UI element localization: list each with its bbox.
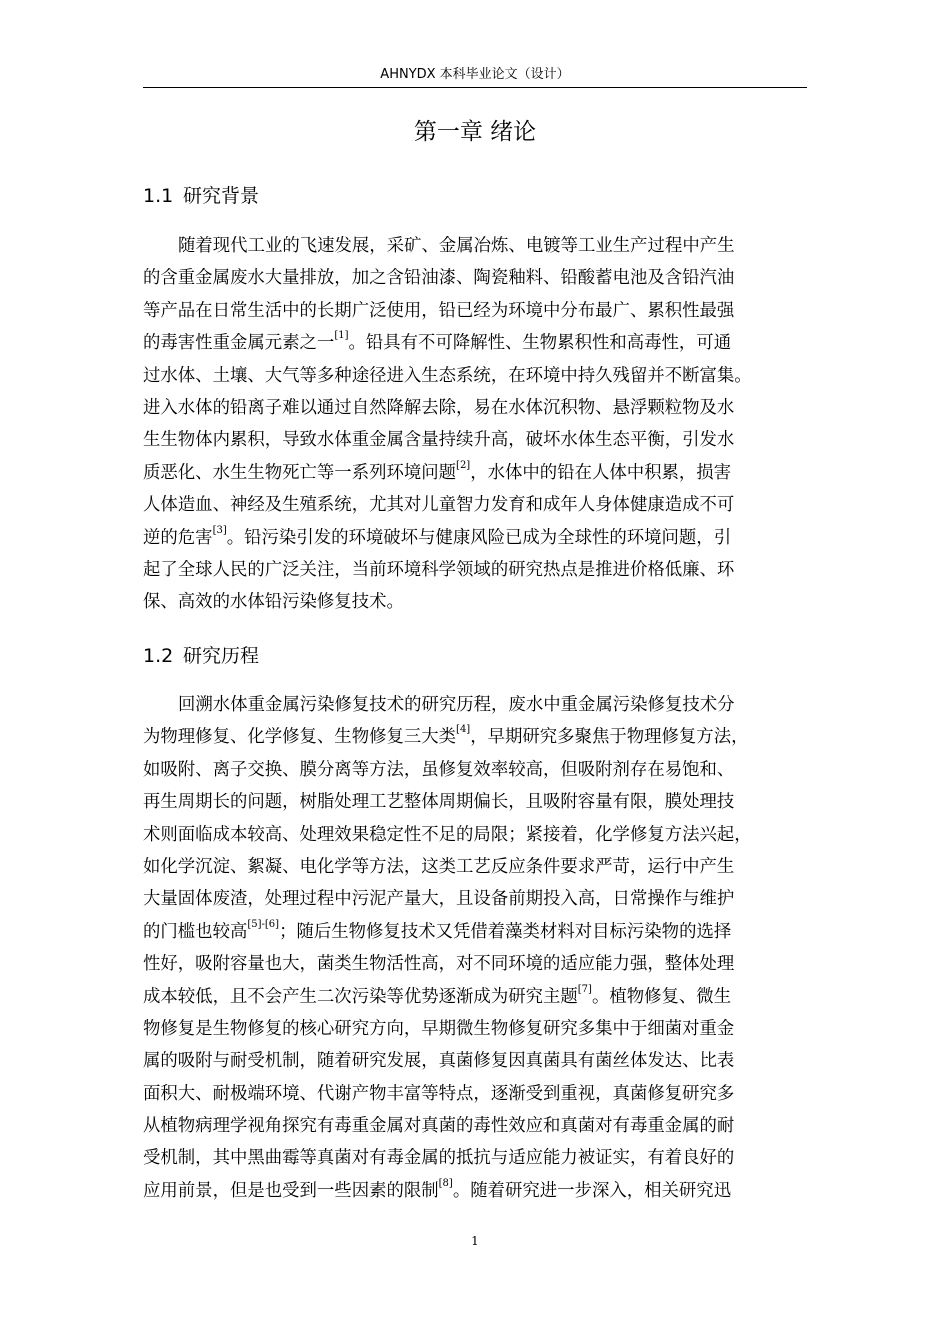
section-title: 研究背景	[183, 185, 260, 207]
text-run: ，水体中的铅在人体中积累，损害	[470, 462, 732, 483]
text-run: 的含重金属废水大量排放，加之含铅油漆、陶瓷釉料、铅酸蓄电池及含铅汽油	[143, 268, 735, 289]
paragraph-line	[143, 295, 807, 327]
text-run: ，早期研究多聚焦于物理修复方法，	[470, 727, 749, 748]
text-run: 性好，吸附容量也大，菌类生物活性高，对不同环境的适应能力强，整体处理	[143, 954, 735, 975]
text-run: 逆的危害	[143, 527, 213, 548]
paragraph-line	[143, 1045, 807, 1077]
text-run: 进入水体的铅离子难以通过自然降解去除，易在水体沉积物、悬浮颗粒物及水	[143, 397, 735, 418]
text-run: 受机制，其中黑曲霉等真菌对有毒金属的抵抗与适应能力被证实，有着良好的	[143, 1148, 735, 1169]
paragraph-line	[143, 754, 807, 786]
text-run: 起了全球人民的广泛关注，当前环境科学领域的研究热点是推进价格低廉、环	[143, 559, 735, 580]
paragraph-line	[143, 262, 807, 294]
paragraph-line	[143, 522, 807, 554]
paragraph-line	[143, 1142, 807, 1174]
text-run: 面积大、耐极端环境、代谢产物丰富等特点，逐渐受到重视，真菌修复研究多	[143, 1083, 735, 1104]
paragraph-line	[143, 689, 807, 721]
text-run: 从植物病理学视角探究有毒重金属对真菌的毒性效应和真菌对有毒重金属的耐	[143, 1116, 735, 1137]
text-run: 的毒害性重金属元素之一	[143, 333, 335, 354]
text-run: 再生周期长的问题，树脂处理工艺整体周期偏长，且吸附容量有限，膜处理技	[143, 792, 735, 813]
chapter-title: 第一章 绪论	[413, 119, 537, 145]
citation-ref: [3]	[212, 524, 227, 536]
paragraph-line	[143, 851, 807, 883]
text-run: 生生物体内累积，导致水体重金属含量持续升高，破坏水体生态平衡，引发水	[143, 430, 735, 451]
paragraph-line	[143, 392, 807, 424]
section-number: 1.2	[143, 645, 174, 667]
paragraph-line	[143, 981, 807, 1013]
text-run: ；随后生物修复技术又凭借着藻类材料对目标污染物的选择	[279, 921, 732, 942]
paragraph-line	[143, 721, 807, 753]
paragraph-line	[143, 327, 807, 359]
text-run: 等产品在日常生活中的长期广泛使用，铅已经为环境中分布最广、累积性最强	[143, 300, 735, 321]
paragraph-line	[143, 360, 807, 392]
citation-ref: [7]	[577, 983, 592, 995]
paragraph-line	[143, 1078, 807, 1110]
text-run: 应用前景，但是也受到一些因素的限制	[143, 1180, 439, 1201]
text-run: 随着现代工业的飞速发展，采矿、金属冶炼、电镀等工业生产过程中产生	[178, 236, 735, 256]
text-run: 如吸附、离子交换、膜分离等方法，虽修复效率较高，但吸附剂存在易饱和、	[143, 759, 735, 780]
text-run: 。铅具有不可降解性、生物累积性和高毒性，可通	[348, 333, 732, 354]
paragraph-line	[143, 916, 807, 948]
page-number: 1	[471, 1234, 479, 1248]
paragraph-line	[143, 883, 807, 915]
citation-ref: [5]-[6]	[247, 918, 280, 930]
paragraph-line	[143, 1013, 807, 1045]
text-run: 保、高效的水体铅污染修复技术。	[143, 592, 404, 613]
paragraph-line	[143, 1175, 807, 1207]
paragraph-line	[143, 554, 807, 586]
paragraph-line	[143, 230, 807, 262]
paragraph-line	[143, 1110, 807, 1142]
text-run: 。随着研究进一步深入，相关研究迅	[452, 1180, 732, 1201]
text-run: 大量固体废渣，处理过程中污泥产量大，且设备前期投入高，日常操作与维护	[143, 889, 735, 910]
text-run: 属的吸附与耐受机制，随着研究发展，真菌修复因真菌具有菌丝体发达、比表	[143, 1051, 735, 1072]
citation-ref: [4]	[456, 724, 471, 736]
section-paragraph	[143, 689, 807, 1207]
text-run: 过水体、土壤、大气等多种途径进入生态系统，在环境中持久残留并不断富集。	[143, 365, 752, 386]
paragraph-line	[143, 819, 807, 851]
text-run: 人体造血、神经及生殖系统，尤其对儿童智力发育和成年人身体健康造成不可	[143, 495, 735, 516]
page-header: AHNYDX 本科毕业论文（设计）	[380, 67, 570, 82]
section-number: 1.1	[143, 185, 174, 207]
citation-ref: [8]	[438, 1177, 453, 1189]
paragraph-line	[143, 424, 807, 456]
text-run: 。植物修复、微生	[591, 986, 732, 1007]
paragraph-line	[143, 457, 807, 489]
section-heading-1-2	[143, 643, 259, 669]
text-run: 的门槛也较高	[143, 921, 248, 942]
paragraph-line	[143, 489, 807, 521]
text-run: 成本较低，且不会产生二次污染等优势逐渐成为研究主题	[143, 986, 578, 1007]
citation-ref: [1]	[334, 330, 349, 342]
text-run: 。铅污染引发的环境破坏与健康风险已成为全球性的环境问题，引	[226, 527, 732, 548]
text-run: 质恶化、水生生物死亡等一系列环境问题	[143, 462, 457, 483]
citation-ref: [2]	[456, 459, 471, 471]
text-run: 物修复是生物修复的核心研究方向，早期微生物修复研究多集中于细菌对重金	[143, 1018, 735, 1039]
header-rule	[143, 87, 807, 88]
text-run: 回溯水体重金属污染修复技术的研究历程，废水中重金属污染修复技术分	[178, 695, 735, 715]
text-run: 为物理修复、化学修复、生物修复三大类	[143, 727, 457, 748]
section-title: 研究历程	[183, 645, 260, 667]
text-run: 术则面临成本较高、处理效果稳定性不足的局限；紧接着，化学修复方法兴起，	[143, 824, 752, 845]
paragraph-line	[143, 786, 807, 818]
section-heading-1-1	[143, 183, 259, 209]
paragraph-line	[143, 586, 807, 618]
paragraph-line	[143, 948, 807, 980]
section-paragraph	[143, 230, 807, 619]
text-run: 如化学沉淀、絮凝、电化学等方法，这类工艺反应条件要求严苛，运行中产生	[143, 856, 735, 877]
